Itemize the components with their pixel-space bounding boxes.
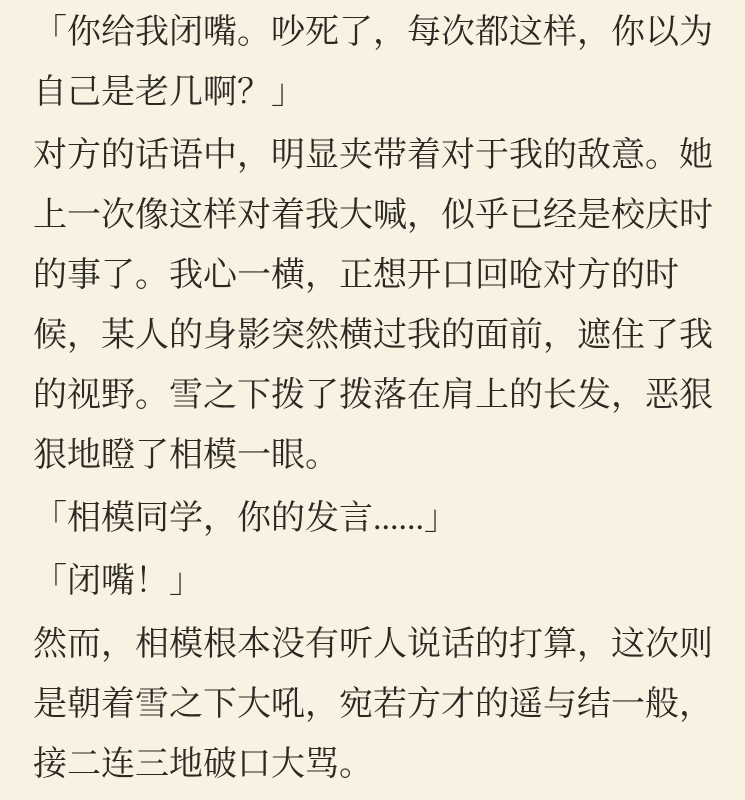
paragraph-dialogue-3: 「闭嘴！」 (33, 563, 203, 600)
paragraph-narration-2: 然而，相模根本没有听人说话的打算，这次则是朝着雪之下大吼，宛若方才的遥与结一般，接二连三地破口大骂。 (33, 626, 713, 783)
paragraph-dialogue-1: 「你给我闭嘴。吵死了，每次都这样，你以为自己是老几啊？」 (33, 14, 713, 111)
paragraph-narration-1: 对方的话语中，明显夹带着对于我的敌意。她上一次像这样对着我大喊，似乎已经是校庆时的事了。我心一横，正想开口回呛对方的时候，某人的身影突然横过我的面前，遮住了我的视野。雪之下拨了拨落在肩上的长发，恶狠狠地瞪了相模一眼。 (33, 137, 713, 474)
paragraph-dialogue-2: 「相模同学，你的发言......」 (33, 500, 458, 537)
